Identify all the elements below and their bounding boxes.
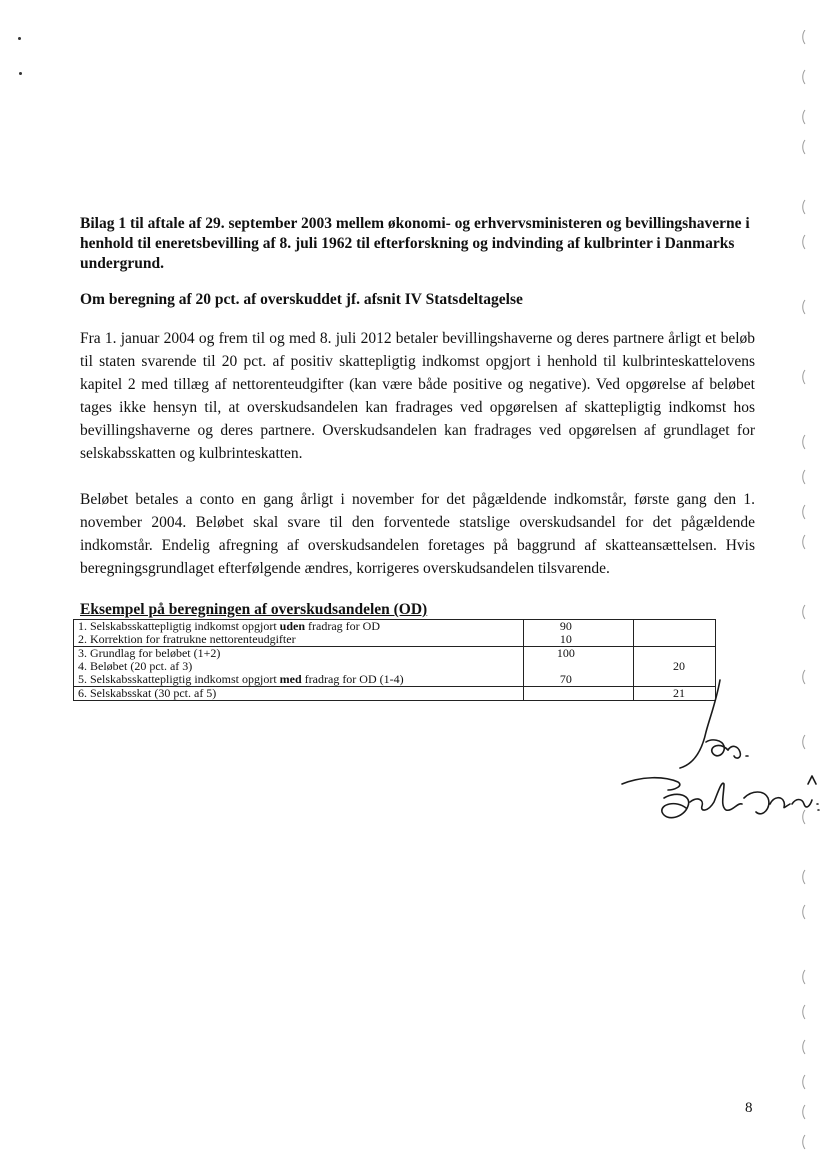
paragraph-1: Fra 1. januar 2004 og frem til og med 8. juli 2012 betaler bevillingshaverne og deres partnere årligt et beløb til staten svarende til 20 pct. af positiv skattepligtig indkomst opgjort i henhold til kulbrinteskattelovens kapitel 2 med tillæg af nettorenteudgifter (kan være både positive og negative). Ved opgørelse af beløbet tages ikke hensyn til, at overskudsandelen kan fradrages ved opgørelsen af skattepligtig indkomst hos bevillingshaverne og deres partnere. Overskudsandelen kan fradrages ved opgørelsen af grundlaget for selskabsskatten og kulbrinteskatten.: [80, 330, 755, 462]
row-amount: 21: [634, 687, 716, 701]
row-amount: [634, 633, 716, 647]
scan-margin-marks: [797, 30, 827, 1160]
row-label: 5. Selskabsskattepligtig indkomst opgjort med fradrag for OD (1-4): [74, 673, 524, 687]
row-label: 2. Korrektion for fratrukne nettorenteudgifter: [74, 633, 524, 647]
page-number: 8: [745, 1100, 753, 1116]
row-amount: [634, 620, 716, 634]
table-row: [74, 620, 716, 634]
scan-speck: [19, 72, 22, 75]
row-value: 100: [524, 647, 634, 661]
table-row: [74, 633, 716, 647]
row-value: 70: [524, 673, 634, 687]
handwritten-signature: [612, 672, 827, 832]
row-value: 90: [524, 620, 634, 634]
scan-speck: [18, 37, 21, 40]
section-heading: Om beregning af 20 pct. af overskuddet jf. afsnit IV Statsdeltagelse: [80, 291, 523, 308]
row-label: 4. Beløbet (20 pct. af 3): [74, 660, 524, 673]
table-row: [74, 647, 716, 661]
row-label: 6. Selskabsskat (30 pct. af 5): [74, 687, 524, 701]
table-title: Eksempel på beregningen af overskudsandelen (OD): [80, 601, 428, 618]
row-amount: 20: [634, 660, 716, 673]
row-label: 1. Selskabsskattepligtig indkomst opgjort uden fradrag for OD: [74, 620, 524, 634]
row-label: 3. Grundlag for beløbet (1+2): [74, 647, 524, 661]
paragraph-2: Beløbet betales a conto en gang årligt i november for det pågældende indkomstår, første gang den 1. november 2004. Beløbet skal svare til den forventede statslige overskudsandel for det pågældende indkomstår. Endelig afregning af overskudsandelen foretages på baggrund af skatteansættelsen. Hvis beregningsgrundlaget efterfølgende ændres, korrigeres overskudsandelen tilsvarende.: [80, 491, 755, 577]
document-heading: Bilag 1 til aftale af 29. september 2003 mellem økonomi- og erhvervsministeren og bevillingshaverne i henhold til eneretsbevilling af 8. juli 1962 til efterforskning og indvinding af kulbrinter i Danmarks undergrund.: [80, 215, 750, 272]
row-amount: [634, 647, 716, 661]
row-value: 10: [524, 633, 634, 647]
